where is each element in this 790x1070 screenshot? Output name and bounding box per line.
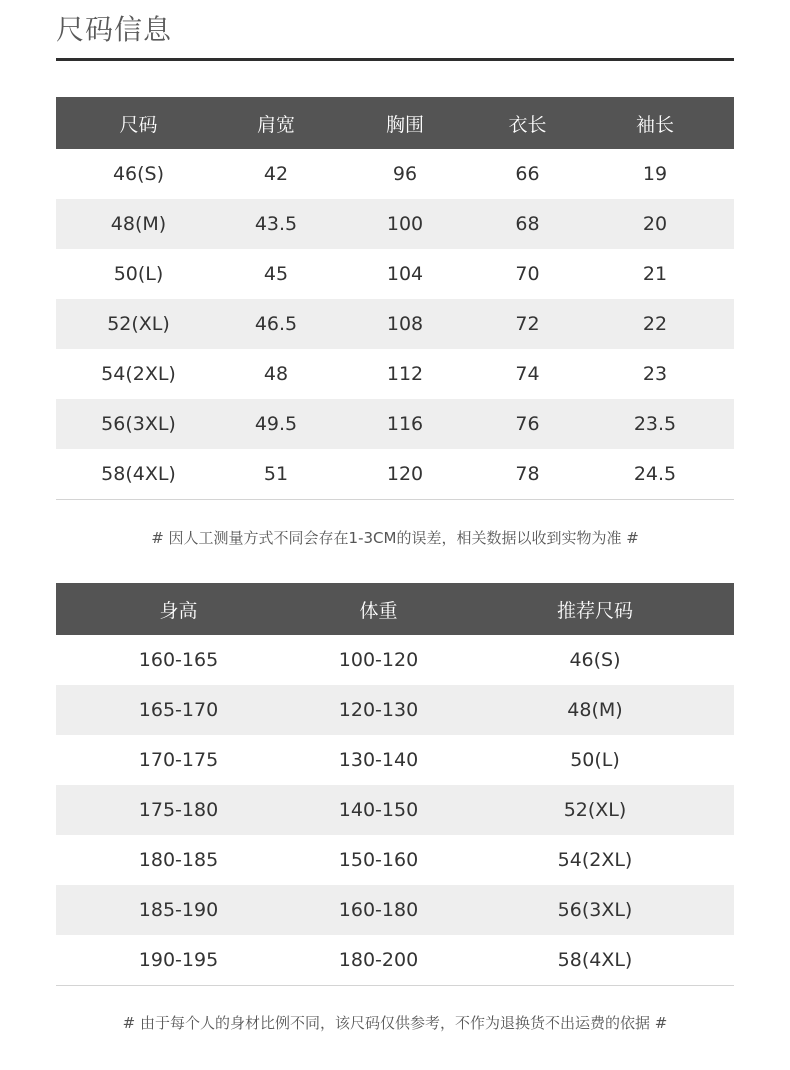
table-cell: 52(XL) <box>56 299 221 349</box>
table-cell: 76 <box>479 399 576 449</box>
recommend-table-header: 推荐尺码 <box>456 583 734 635</box>
table-cell: 170-175 <box>138 749 219 771</box>
table-cell: 180-200 <box>301 935 456 986</box>
table-cell: 22 <box>576 299 734 349</box>
table-cell: 50(L) <box>570 749 620 771</box>
table-row <box>56 349 734 399</box>
table-cell: 78 <box>479 449 576 500</box>
table-cell: 72 <box>479 299 576 349</box>
table-cell: 100-120 <box>338 649 419 671</box>
table-cell: 112 <box>386 363 424 385</box>
recommend-table-header: 身高 <box>56 583 301 635</box>
table-cell: 24.5 <box>576 449 734 500</box>
table-cell: 180-185 <box>138 849 219 871</box>
table-row <box>56 735 734 785</box>
table-cell: 108 <box>331 299 479 349</box>
table-cell: 45 <box>263 263 289 285</box>
table-cell: 54(2XL) <box>557 849 633 871</box>
table-row <box>56 635 734 685</box>
table-row <box>56 249 734 299</box>
table-cell: 46.5 <box>221 299 331 349</box>
recommend-table-header: 体重 <box>301 583 456 635</box>
table-cell: 54(2XL) <box>101 363 176 385</box>
table-cell: 120-130 <box>301 685 456 735</box>
table-cell: 48(M) <box>456 685 734 735</box>
table-cell: 120 <box>331 449 479 500</box>
table-cell: 56(3XL) <box>456 885 734 935</box>
table-cell: 116 <box>331 399 479 449</box>
table-row <box>56 885 734 935</box>
table-cell: 51 <box>221 449 331 500</box>
table-row <box>56 935 734 986</box>
size-table-header: 胸围 <box>331 97 479 149</box>
table-cell: 21 <box>642 263 668 285</box>
measurement-note: # 因人工测量方式不同会存在1-3CM的误差，相关数据以收到实物为准 # <box>151 529 639 547</box>
table-cell: 49.5 <box>221 399 331 449</box>
table-cell: 46(S) <box>569 649 621 671</box>
table-cell: 66 <box>515 163 540 185</box>
page-title: 尺码信息 <box>56 13 173 46</box>
table-cell: 58(4XL) <box>456 935 734 986</box>
table-cell: 46(S) <box>112 163 165 185</box>
table-cell: 68 <box>479 199 576 249</box>
table-cell: 52(XL) <box>456 785 734 835</box>
table-cell: 190-195 <box>56 935 301 986</box>
table-row <box>56 685 734 735</box>
disclaimer-note: # 由于每个人的身材比例不同，该尺码仅供参考，不作为退换货不出运费的依据 # <box>122 1014 668 1032</box>
table-cell: 74 <box>515 363 540 385</box>
table-cell: 48 <box>263 363 289 385</box>
table-row <box>56 785 734 835</box>
table-cell: 130-140 <box>338 749 419 771</box>
table-cell: 42 <box>263 163 289 185</box>
table-cell: 56(3XL) <box>56 399 221 449</box>
table-cell: 50(L) <box>113 263 164 285</box>
size-table-header: 衣长 <box>479 97 576 149</box>
size-info-table <box>56 97 734 500</box>
size-recommendation-table <box>56 583 734 986</box>
table-row <box>56 149 734 199</box>
table-cell: 104 <box>386 263 424 285</box>
size-table-header: 袖长 <box>576 97 734 149</box>
table-cell: 175-180 <box>56 785 301 835</box>
size-table-header: 尺码 <box>56 97 221 149</box>
title-divider <box>56 58 734 61</box>
table-cell: 23.5 <box>576 399 734 449</box>
recommend-table-header-row <box>56 583 734 635</box>
table-row <box>56 199 734 249</box>
size-table-header-row <box>56 97 734 149</box>
table-row <box>56 449 734 500</box>
table-cell: 160-165 <box>138 649 219 671</box>
table-row <box>56 399 734 449</box>
table-cell: 58(4XL) <box>56 449 221 500</box>
size-table-header: 肩宽 <box>221 97 331 149</box>
table-cell: 70 <box>515 263 540 285</box>
table-cell: 23 <box>642 363 668 385</box>
table-cell: 140-150 <box>301 785 456 835</box>
table-cell: 165-170 <box>56 685 301 735</box>
table-row <box>56 835 734 885</box>
table-cell: 19 <box>642 163 668 185</box>
table-cell: 48(M) <box>56 199 221 249</box>
table-cell: 160-180 <box>301 885 456 935</box>
table-cell: 43.5 <box>221 199 331 249</box>
table-cell: 96 <box>392 163 418 185</box>
table-cell: 185-190 <box>56 885 301 935</box>
table-cell: 20 <box>576 199 734 249</box>
table-cell: 150-160 <box>338 849 419 871</box>
table-cell: 100 <box>331 199 479 249</box>
table-row <box>56 299 734 349</box>
